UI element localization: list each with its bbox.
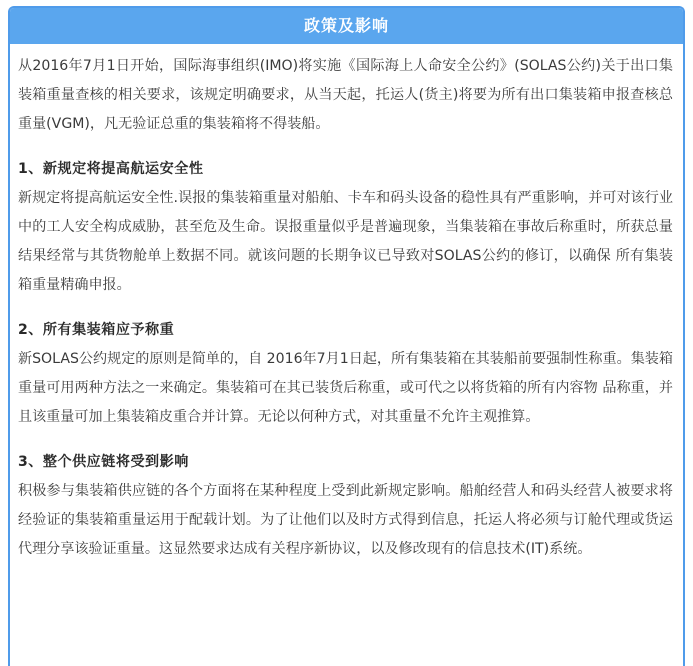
section-1-body: 新规定将提高航运安全性.误报的集装箱重量对船舶、卡车和码头设备的稳性具有严重影响，并可对该行业中的工人安全构成威胁，甚至危及生命。误报重量似乎是普遍现象，当集装箱在事故后称重时，所获总量结果经常与其货物舱单上数据不同。就该问题的长期争议已导致对SOLAS公约的修订，以确保 所有集装箱重量精确申报。: [18, 190, 673, 293]
section-2-body: 新SOLAS公约规定的原则是简单的，自 2016年7月1日起，所有集装箱在其装船前要强制性称重。集装箱重量可用两种方法之一来确定。集装箱可在其已装货后称重，或可代之以将货箱的所有内容物 品称重，并且该重量可加上集装箱皮重合并计算。无论以何种方式，对其重量不允许主观推算。: [18, 351, 673, 425]
section-1-heading: 1、新规定将提高航运安全性: [18, 161, 204, 177]
card-body: [10, 44, 683, 564]
section-3-body: 积极参与集装箱供应链的各个方面将在某种程度上受到此新规定影响。船舶经营人和码头经营人被要求将经验证的集装箱重量运用于配载计划。为了让他们以及时方式得到信息，托运人将必须与订舱代理或货运代理分享该验证重量。这显然要求达成有关程序新协议，以及修改现有的信息技术(IT)系统。: [18, 483, 673, 557]
section-2-heading: 2、所有集装箱应予称重: [18, 322, 175, 338]
policy-card: [8, 6, 685, 666]
intro-paragraph: 从2016年7月1日开始，国际海事组织(IMO)将实施《国际海上人命安全公约》(SOLAS公约)关于出口集装箱重量查核的相关要求，该规定明确要求，从当天起，托运人(货主)将要为所有出口集装箱申报查核总重量(VGM)，凡无验证总重的集装箱将不得装船。: [18, 58, 673, 132]
card-title: 政策及影响: [10, 8, 683, 44]
section-3-heading: 3、整个供应链将受到影响: [18, 454, 189, 470]
